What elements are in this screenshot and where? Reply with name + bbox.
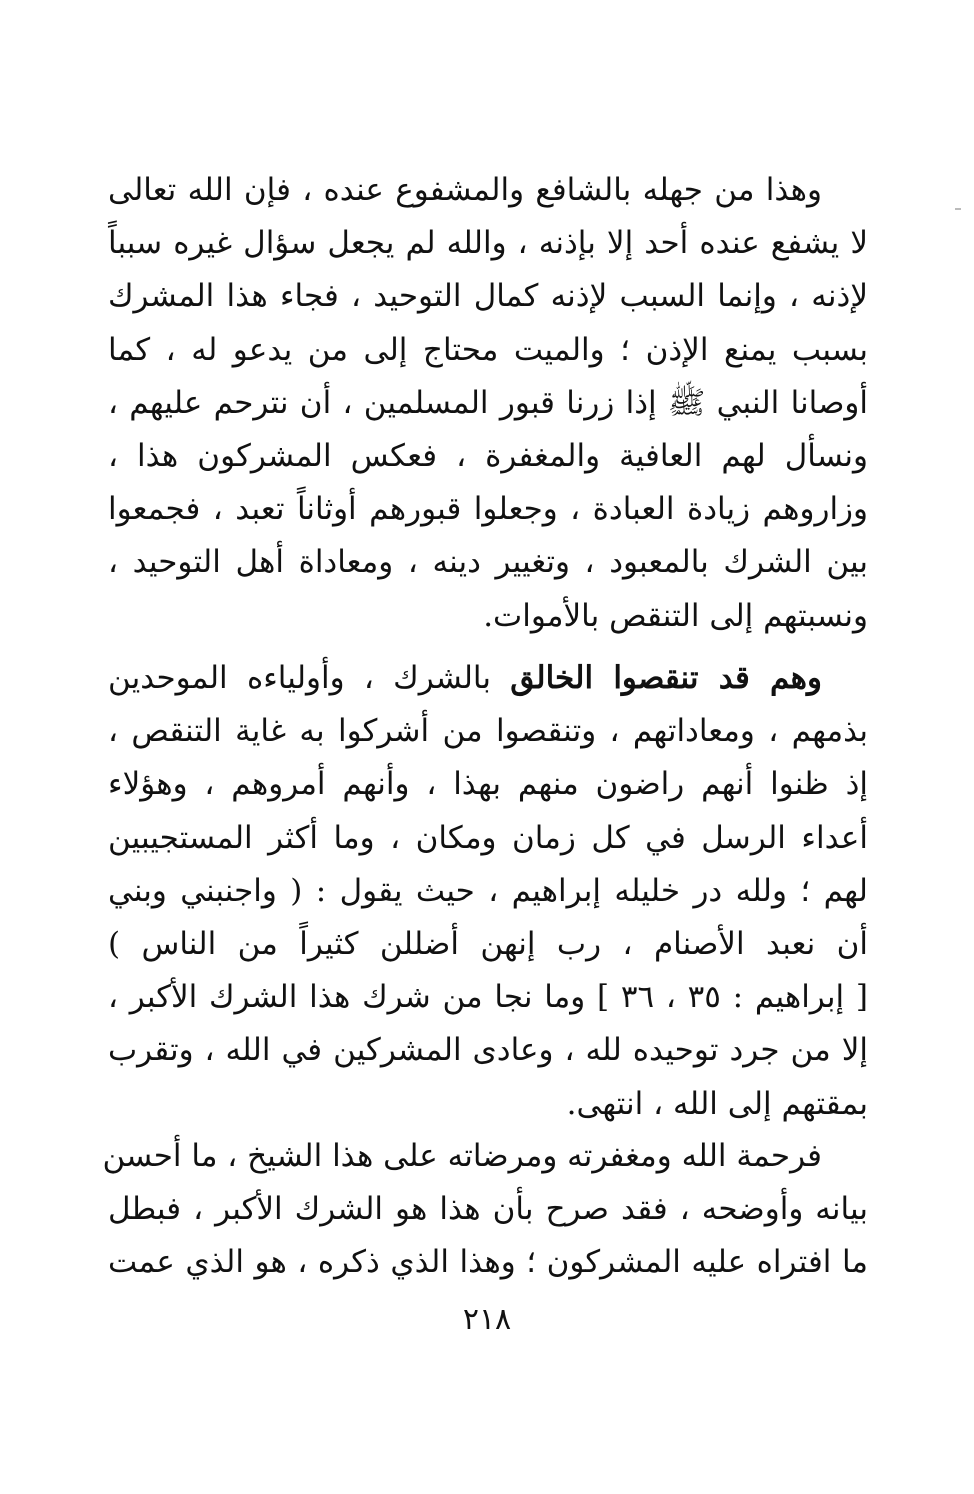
text-line: [ إبراهيم : ٣٥ ، ٣٦ ] وما نجا من شرك هذا الشرك الأكبر ، bbox=[108, 979, 868, 1016]
text-line: فرحمة الله ومغفرته ومرضاته على هذا الشيخ ، ما أحسن bbox=[102, 1138, 822, 1174]
text-line: ونسأل لهم العافية والمغفرة ، فعكس المشركون هذا ، bbox=[108, 438, 868, 475]
text-line: أعداء الرسل في كل زمان ومكان ، وما أكثر المستجيبين bbox=[108, 819, 868, 856]
text-line: وزاروهم زيادة العبادة ، وجعلوا قبورهم أوثاناً تعبد ، فجمعوا bbox=[108, 491, 868, 528]
edge-mark bbox=[955, 208, 961, 210]
text-line: أوصانا النبي ﷺ إذا زرنا قبور المسلمين ، أن نترحم عليهم ، bbox=[108, 384, 868, 421]
text-line: إذ ظنوا أنهم راضون منهم بهذا ، وأنهم أمروهم ، وهؤلاء bbox=[108, 766, 868, 803]
text-line bbox=[108, 652, 868, 705]
text-line: لهم ؛ ولله در خليله إبراهيم ، حيث يقول : ( واجنبني وبني bbox=[108, 872, 868, 909]
page-number: ٢١٨ bbox=[462, 1302, 512, 1337]
text-line: أن نعبد الأصنام ، رب إنهن أضللن كثيراً من الناس ) bbox=[108, 926, 868, 963]
text-line: ونسبتهم إلى التنقص بالأموات. bbox=[483, 597, 868, 634]
text-line: ما افتراه عليه المشركون ؛ وهذا الذي ذكره ، هو الذي عمت bbox=[108, 1244, 868, 1281]
paragraph-1 bbox=[108, 164, 868, 643]
text-line: بين الشرك بالمعبود ، وتغيير دينه ، ومعاداة أهل التوحيد ، bbox=[108, 544, 868, 581]
paragraph-2 bbox=[108, 652, 868, 1131]
text-run: بالشرك ، وأولياءه الموحدين bbox=[108, 660, 511, 696]
text-line: بمقتهم إلى الله ، انتهى. bbox=[566, 1085, 868, 1122]
paragraph-3 bbox=[102, 1130, 868, 1290]
text-line: بسبب يمنع الإذن ؛ والميت محتاج إلى من يدعو له ، كما bbox=[108, 331, 868, 368]
text-line: بيانه وأوضحه ، فقد صرح بأن هذا هو الشرك الأكبر ، فبطل bbox=[108, 1191, 868, 1228]
text-line: بذمهم ، ومعاداتهم ، وتنقصوا من أشركوا به غاية التنقص ، bbox=[108, 713, 868, 750]
text-line: لإذنه ، وإنما السبب لإذنه كمال التوحيد ، فجاء هذا المشرك bbox=[108, 278, 868, 315]
text-line: لا يشفع عنده أحد إلا بإذنه ، والله لم يجعل سؤال غيره سبباً bbox=[108, 225, 868, 262]
text-line: وهذا من جهله بالشافع والمشفوع عنده ، فإن الله تعالى bbox=[108, 172, 822, 208]
text-line: إلا من جرد توحيده لله ، وعادى المشركين في الله ، وتقرب bbox=[108, 1032, 868, 1069]
bold-phrase: وهم قد تنقصوا الخالق bbox=[510, 660, 822, 696]
